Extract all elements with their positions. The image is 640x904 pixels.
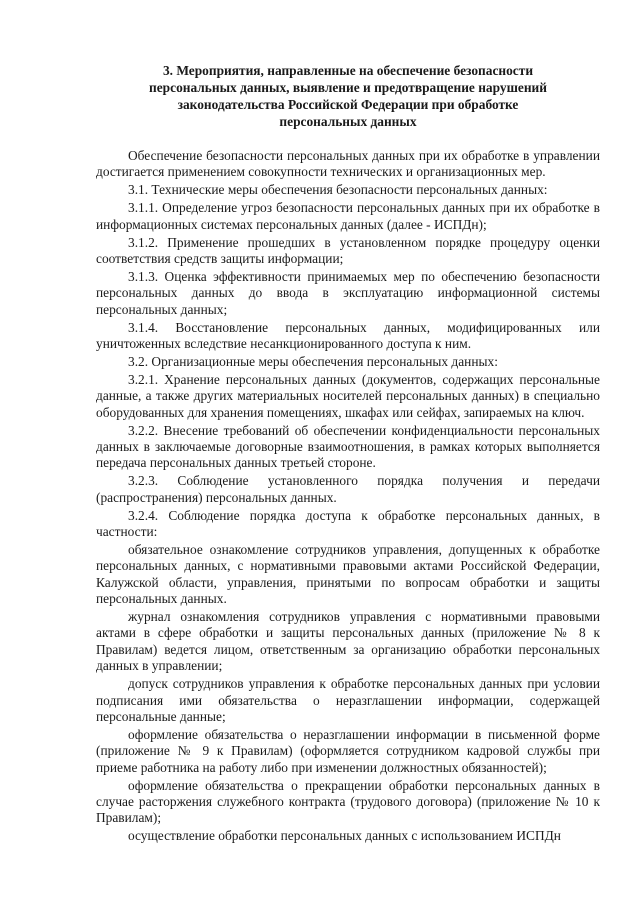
list-item-journal: журнал ознакомления сотрудников управления с нормативными правовыми актами в сфере обработки и защиты персональных данных (приложение № 8 к Правилам) ведется лицом, ответственным за организацию обработки персональных данных в управлении;	[96, 608, 600, 674]
paragraph-3-2: 3.2. Организационные меры обеспечения персональных данных:	[128, 353, 498, 369]
paragraph-3-1-3: 3.1.3. Оценка эффективности принимаемых мер по обеспечению безопасности персональных данных до ввода в эксплуатацию информационной системы персональных данных;	[96, 268, 600, 317]
paragraph-3-2-1: 3.2.1. Хранение персональных данных (документов, содержащих персональные данные, а также других материальных носителей персональных данных) в специально оборудованных для хранения помещениях, шкафах или сейфах, запираемых на ключ.	[96, 371, 600, 420]
paragraph-3-2-4: 3.2.4. Соблюдение порядка доступа к обработке персональных данных, в частности:	[96, 507, 600, 539]
paragraph-3-1-1: 3.1.1. Определение угроз безопасности персональных данных при их обработке в информационных системах персональных данных (далее - ИСПДн);	[96, 200, 600, 232]
list-item-access: допуск сотрудников управления к обработке персональных данных при условии подписания ими обязательства о неразглашении информации, содержащей персональные данные;	[96, 676, 600, 724]
list-item-ispdn: осуществление обработки персональных данных с использованием ИСПДн	[128, 828, 561, 844]
list-item-termination: оформление обязательства о прекращении обработки персональных данных в случае расторжения служебного контракта (трудового договора) (приложение № 10 к Правилам);	[96, 777, 600, 826]
section-heading	[96, 62, 600, 130]
list-item-nondisclosure: оформление обязательства о неразглашении информации в письменной форме (приложение № 9 к Правилам) (оформляется сотрудником кадровой службы при приеме работника на работу либо при изменении должностных обязанностей);	[96, 726, 600, 775]
document-body	[96, 148, 600, 845]
paragraph-intro: Обеспечение безопасности персональных данных при их обработке в управлении достигается применением совокупности технических и организационных мер.	[96, 148, 600, 180]
list-item-familiarization: обязательное ознакомление сотрудников управления, допущенных к обработке персональных данных, с нормативными правовыми актами Российской Федерации, Калужской области, управления, принятыми по вопросам обработки и защиты персональных данных.	[96, 541, 600, 607]
heading-line: персональных данных, выявление и предотвращение нарушений	[149, 80, 547, 95]
paragraph-3-2-3: 3.2.3. Соблюдение установленного порядка получения и передачи (распространения) персональных данных.	[96, 473, 600, 505]
heading-line: 3. Мероприятия, направленные на обеспечение безопасности	[162, 63, 534, 78]
paragraph-3-1: 3.1. Технические меры обеспечения безопасности персональных данных:	[128, 182, 548, 198]
heading-line: законодательства Российской Федерации при обработке	[177, 97, 519, 112]
paragraph-3-2-2: 3.2.2. Внесение требований об обеспечении конфиденциальности персональных данных в заключаемые договорные взаимоотношения, в рамках которых выполняется передача персональных данных третьей стороне.	[96, 422, 600, 471]
paragraph-3-1-4: 3.1.4. Восстановление персональных данных, модифицированных или уничтоженных вследствие несанкционированного доступа к ним.	[96, 319, 600, 351]
paragraph-3-1-2: 3.1.2. Применение прошедших в установленном порядке процедуру оценки соответствия средств защиты информации;	[96, 234, 600, 266]
heading-line: персональных данных	[279, 114, 417, 129]
